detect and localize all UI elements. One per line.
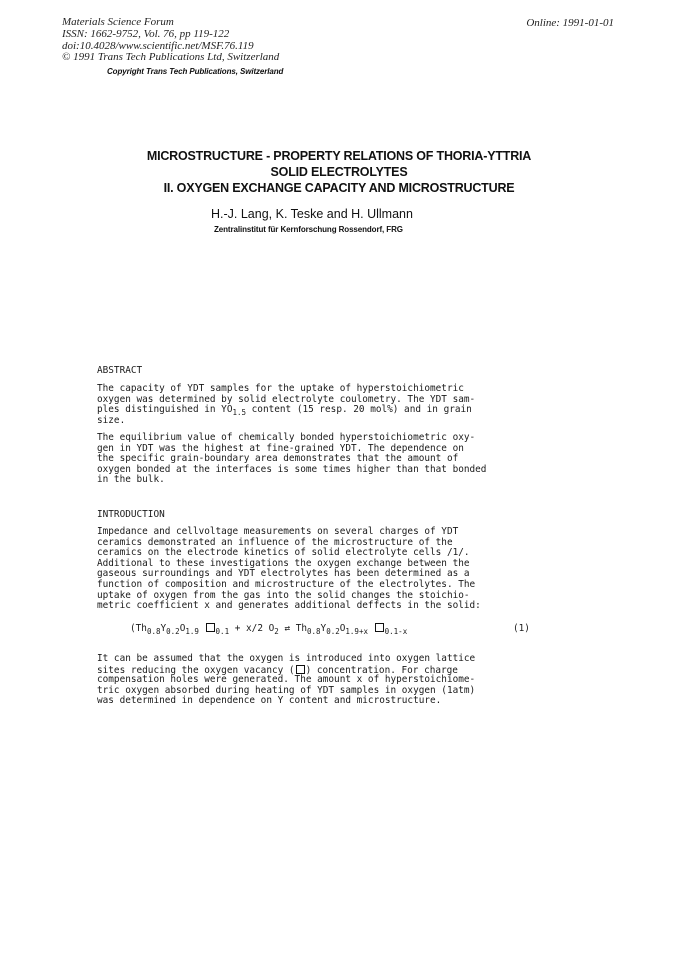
- text-line: compensation holes were generated. The amount x of hyperstoichiome-: [97, 674, 476, 686]
- subscript: 0.8: [307, 627, 321, 636]
- subscript: 0.8: [146, 627, 161, 636]
- text-line: ceramics demonstrated an influence of the microstructure of the: [97, 536, 453, 548]
- title-line-3: II. OXYGEN EXCHANGE CAPACITY AND MICROSTRUCTURE: [163, 181, 515, 195]
- affiliation: Zentralinstitut für Kernforschung Rossendorf, FRG: [214, 225, 403, 234]
- text-line: uptake of oxygen from the gas into the solid changes the stoichio-: [97, 589, 470, 601]
- subscript: 2: [274, 627, 279, 636]
- text-line: tric oxygen absorbed during heating of YDT samples in oxygen (1atm): [97, 684, 476, 696]
- eq-term: Y: [320, 623, 327, 634]
- equation-number: (1): [513, 623, 530, 634]
- subscript: 1.5: [232, 408, 247, 418]
- text-line: the specific grain-boundary area demonstrates that the amount of: [97, 453, 459, 465]
- text-line: It can be assumed that the oxygen is introduced into oxygen lattice: [97, 653, 476, 664]
- title-line-2: SOLID ELECTROLYTES: [270, 165, 408, 179]
- text-span: ples distinguished in YO: [97, 404, 233, 416]
- text-span: sites reducing the oxygen vacancy (: [97, 664, 295, 676]
- text-span: content (15 resp. 20 mol%) and in grain: [246, 404, 472, 416]
- eq-term: Y: [160, 623, 167, 634]
- text-line: gaseous surroundings and YDT electrolytes has been determined as a: [97, 568, 470, 580]
- text-line: gen in YDT was the highest at fine-grained YDT. The dependence on: [97, 442, 464, 454]
- text-line: oxygen was determined by solid electrolyte coulometry. The YDT sam-: [97, 393, 476, 405]
- introduction-paragraph-1: [97, 527, 547, 612]
- eq-term: + x/2 O: [229, 623, 275, 634]
- text-line: The capacity of YDT samples for the uptake of hyperstoichiometric: [97, 383, 464, 394]
- author-list: H.-J. Lang, K. Teske and H. Ullmann: [211, 207, 413, 221]
- vacancy-square-icon: [296, 665, 305, 674]
- subscript: 0.1: [215, 627, 230, 636]
- copyright-line: © 1991 Trans Tech Publications Ltd, Switzerland: [62, 51, 280, 64]
- text-line: was determined in dependence on Y content and microstructure.: [97, 695, 442, 707]
- subscript: 0.2: [326, 627, 340, 636]
- text-line: ceramics on the electrode kinetics of solid electrolyte cells /1/.: [97, 547, 470, 559]
- equilibrium-arrow: ⇄: [278, 623, 296, 634]
- text-line: in the bulk.: [97, 474, 165, 486]
- eq-term: O: [339, 623, 346, 634]
- online-date: Online: 1991-01-01: [526, 17, 614, 29]
- subscript: 0.1-x: [384, 627, 408, 636]
- text-line: [97, 405, 547, 416]
- title-line-1: MICROSTRUCTURE - PROPERTY RELATIONS OF THORIA-YTTRIA: [146, 149, 532, 163]
- abstract-paragraph-1: [97, 384, 547, 426]
- vacancy-square-icon: [375, 623, 384, 632]
- eq-term: O: [179, 623, 186, 634]
- introduction-heading: INTRODUCTION: [97, 509, 165, 520]
- journal-name: Materials Science Forum: [62, 16, 174, 28]
- text-line: Additional to these investigations the oxygen exchange between the: [97, 557, 470, 569]
- text-line: oxygen bonded at the interfaces is some times higher than that bonded: [97, 463, 487, 475]
- subscript: 1.9: [185, 627, 199, 636]
- text-line: metric coefficient x and generates additional deffects in the solid:: [97, 600, 481, 612]
- copyright-stamp: Copyright Trans Tech Publications, Switzerland: [107, 67, 284, 76]
- abstract-heading: ABSTRACT: [97, 365, 143, 376]
- text-line: The equilibrium value of chemically bonded hyperstoichiometric oxy-: [97, 432, 476, 443]
- text-line: function of composition and microstructure of the electrolytes. The: [97, 578, 476, 590]
- text-line: Impedance and cellvoltage measurements on several charges of YDT: [97, 526, 459, 537]
- issn-line: ISSN: 1662-9752, Vol. 76, pp 119-122: [62, 27, 230, 40]
- publication-info: [62, 17, 279, 64]
- text-span: ) concentration. For charge: [305, 664, 458, 676]
- eq-term: Th: [295, 623, 307, 634]
- equation-1: [130, 623, 407, 634]
- subscript: 1.9+x: [345, 627, 368, 636]
- introduction-paragraph-2: [97, 654, 547, 707]
- subscript: 0.2: [166, 627, 180, 636]
- abstract-paragraph-2: [97, 433, 547, 486]
- paper-title: [0, 148, 678, 196]
- doi-line: doi:10.4028/www.scientific.net/MSF.76.119: [62, 39, 254, 52]
- text-line: size.: [97, 414, 126, 426]
- eq-term: (Th: [130, 623, 147, 634]
- vacancy-square-icon: [206, 623, 215, 632]
